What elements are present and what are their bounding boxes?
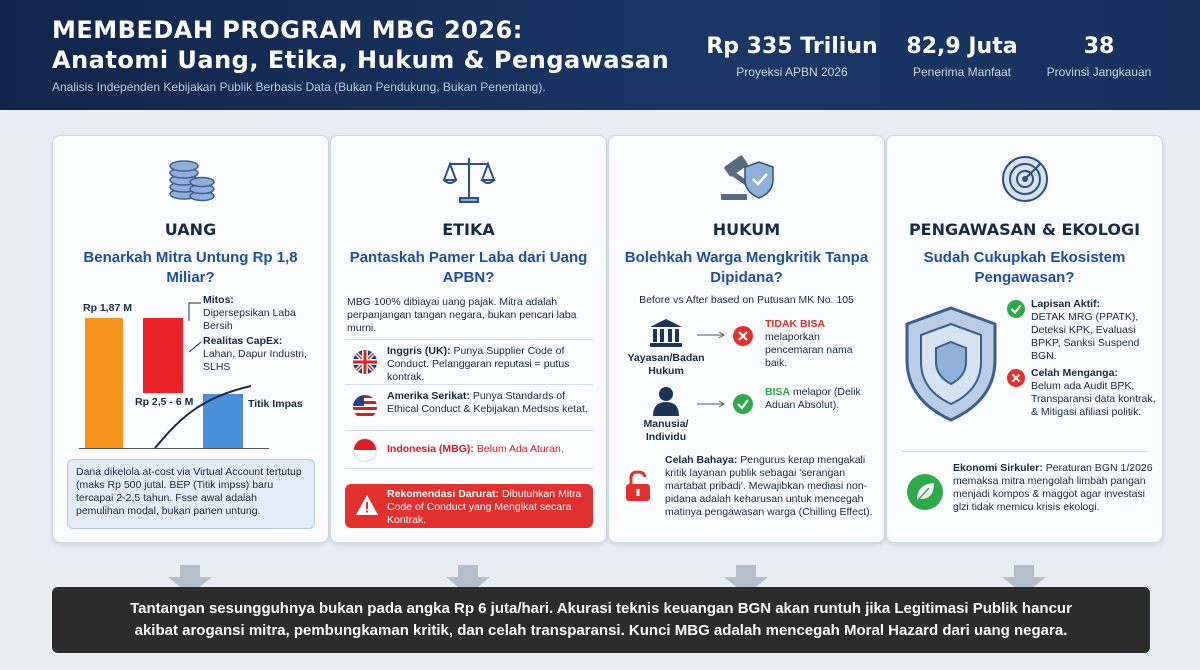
entity2-status: BISA <box>765 386 791 398</box>
check-icon <box>733 394 753 414</box>
ekonomi-sirkuler <box>953 462 1155 514</box>
stat-provinsi-label: Provinsi Jangkauan <box>1046 65 1152 79</box>
banner-line1: Tantangan sesungguhnya bukan pada angka Rp 6 juta/hari. Akurasi teknis keuangan BGN akan runtuh jika Legitimasi Publik hancur <box>130 600 1072 617</box>
entity1-label: Yayasan/Badan Hukum <box>627 352 705 377</box>
page-subtitle: Analisis Independen Kebijakan Publik Berbasis Data (Bukan Pendukung, Bukan Penentang). <box>52 80 546 94</box>
mitos-title: Mitos: <box>203 294 234 306</box>
bar-label-mitra: Rp 1,87 M <box>83 302 133 314</box>
mitos-text: Dipersepsikan Laba Bersih <box>203 307 296 332</box>
gavel-icon <box>717 154 777 204</box>
bar-laba-mitra <box>85 318 123 448</box>
leaf-icon <box>907 474 943 510</box>
menganga-title: Celah Menganga: <box>1031 367 1118 379</box>
country-row-us <box>345 385 593 431</box>
hukum-celah-title: Celah Bahaya: <box>665 454 738 466</box>
mitos-note <box>203 294 323 333</box>
cross-icon <box>733 326 753 346</box>
coins-icon <box>164 154 218 204</box>
stat-provinsi <box>1040 34 1158 79</box>
realitas-note <box>203 335 323 374</box>
titik-impas-label: Titik Impas <box>248 398 303 410</box>
realitas-pointer <box>187 340 203 354</box>
card-etika <box>330 135 607 543</box>
hukum-category: HUKUM <box>712 220 781 239</box>
conclusion-banner <box>52 587 1150 653</box>
before-after-caption: Before vs After based on Putusan MK No. 105 <box>639 294 854 306</box>
id-flag-icon <box>353 438 377 462</box>
warning-icon <box>355 493 379 517</box>
pengawasan-question: Sudah Cukupkah Ekosistem Pengawasan? <box>923 249 1126 286</box>
country-row-uk <box>345 339 593 385</box>
unlocked-padlock-icon <box>625 470 651 502</box>
hukum-question: Bolehkah Warga Mengkritik Tanpa Dipidana? <box>624 249 869 286</box>
hukum-celah-text: Pengurus kerap mengakali kritik layanan publik sebagai 'serangan martabat pribadi'. Mewajibkan mediasi non-pidana adalah keharusan untuk mencegah matinya pengawasan warga (Chilling Effect). <box>665 454 873 518</box>
uk-flag-icon <box>353 350 377 374</box>
uang-question: Benarkah Mitra Untung Rp 1,8 Miliar? <box>83 249 298 286</box>
pengawasan-category: PENGAWASAN & EKOLOGI <box>908 220 1141 239</box>
uang-info-text: Dana dikelola at-cost via Virtual Account tertutup (maks Rp 500 jutal. BEP (Titik impss) baru tercapai 2-2,5 tahun. Fsse awal adalah pemulihan modal, bukan panen untung. <box>76 466 302 517</box>
mitos-pointer <box>187 301 203 325</box>
country-row-id <box>345 431 593 469</box>
alert-title: Rekomendasi Darurat: <box>387 488 500 500</box>
shield-icon <box>901 304 1001 424</box>
stat-apbn-value: Rp 335 Triliun <box>706 34 878 59</box>
divider <box>901 451 1149 452</box>
check-icon <box>1007 300 1025 318</box>
card-pengawasan <box>886 135 1163 543</box>
card-uang <box>52 135 329 543</box>
person-icon <box>653 386 679 416</box>
arrow-right-icon <box>697 400 727 408</box>
stat-apbn-label: Proyeksi APBN 2026 <box>736 65 848 79</box>
uk-text: Inggris (UK): Punya Supplier Code of Conduct. Pelanggaran reputasi = putus kontrak. <box>387 345 570 383</box>
entity2-label: Manusia/ Individu <box>643 418 689 443</box>
entity1-status: TIDAK BISA <box>765 318 826 330</box>
uang-category: UANG <box>164 220 217 239</box>
stat-penerima-label: Penerima Manfaat <box>912 65 1012 79</box>
arrow-right-icon <box>697 331 727 339</box>
radar-icon <box>1000 154 1050 204</box>
entity1-status-text: TIDAK BISA melaporkan pencemaran nama baik. <box>765 318 853 369</box>
hukum-celah <box>665 454 877 519</box>
cross-icon <box>1007 369 1025 387</box>
stat-apbn <box>704 34 880 79</box>
lapisan-aktif <box>1031 298 1157 363</box>
aktif-text: DETAK MRG (PPATK), Deteksi KPK, Evaluasi BPKP, Sanksi Suspend BGN. <box>1031 311 1140 362</box>
us-text: Amerika Serikat: Punya Standards of Ethical Conduct & Kebijakan Medsos ketat. <box>387 390 588 415</box>
card-hukum <box>608 135 885 543</box>
realitas-title: Realitas CapEx: <box>203 335 283 347</box>
uang-info-box <box>67 459 315 529</box>
banner-line2: akibat arogansi mitra, pembungkaman kritik, dan celah transparansi. Kunci MBG adalah mencegah Moral Hazard dari uang negara. <box>134 622 1068 639</box>
eko-title: Ekonomi Sirkuler: <box>953 462 1043 474</box>
page-title-line2: Anatomi Uang, Etika, Hukum & Pengawasan <box>52 46 670 74</box>
etika-alert-box <box>345 484 593 528</box>
etika-question: Pantaskah Pamer Laba dari Uang APBN? <box>349 249 588 286</box>
etika-category: ETIKA <box>442 220 495 239</box>
header <box>0 0 1200 110</box>
celah-menganga <box>1031 367 1157 419</box>
stat-penerima-value: 82,9 Juta <box>906 34 1018 59</box>
institution-icon <box>649 318 683 348</box>
stat-penerima <box>892 34 1032 79</box>
menganga-text: Belum ada Audit BPK, Transparansi data kontrak, & Mitigasi afiliasi politik. <box>1031 380 1156 418</box>
eko-text: Peraturan BGN 1/2026 memaksa mitra mengolah limbah pangan menjadi kompos & maggot agar investasi glzi tidak memicu krisis ekologi. <box>953 462 1153 513</box>
entity2-status-text: BISA melapor (Delik Aduan Absolut). <box>765 386 861 411</box>
alert-text: Dibutuhkan Mitra Code of Conduct yang Mengikat secara Kontrak. <box>387 488 582 526</box>
bar-label-capex: Rp 2,5 - 6 M <box>135 396 194 408</box>
page-title-line1: MEMBEDAH PROGRAM MBG 2026: <box>52 16 523 44</box>
breakeven-curve <box>153 376 253 451</box>
scales-icon <box>442 154 496 204</box>
etika-intro: MBG 100% dibiayai uang pajak. Mitra adalah perpanjangan tangan negara, bukan pencari laba murni. <box>347 296 577 334</box>
us-flag-icon <box>353 395 377 419</box>
stat-provinsi-value: 38 <box>1083 34 1115 59</box>
id-text: Indonesia (MBG): Belum Ada Aturan. <box>387 443 564 455</box>
realitas-text: Lahan, Dapur Industri, SLHS <box>203 348 307 373</box>
aktif-title: Lapisan Aktif: <box>1031 298 1101 310</box>
